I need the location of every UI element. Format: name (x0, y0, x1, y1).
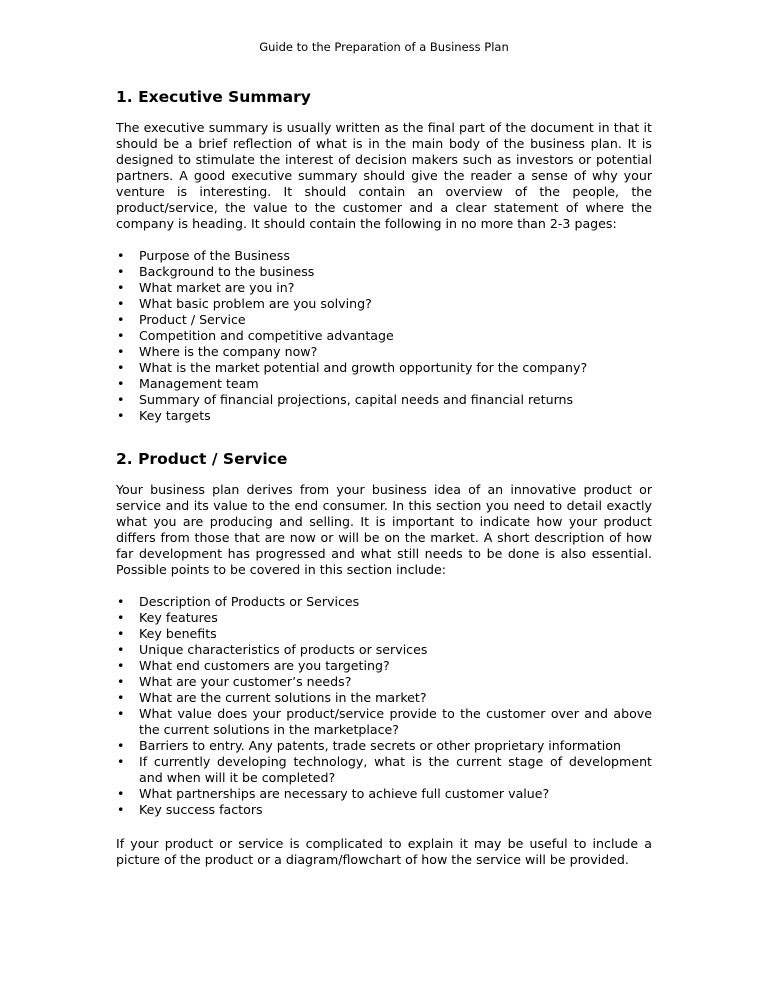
list-item: • If currently developing technology, what is the current stage of development and when will it be completed? (116, 754, 652, 786)
closing-paragraph: If your product or service is complicated to explain it may be useful to include a picture of the product or a diagram/flowchart of how the service will be provided. (116, 836, 652, 867)
bullet-list (116, 248, 652, 424)
list-item: • Key success factors (116, 802, 652, 818)
list-item: • What basic problem are you solving? (116, 296, 652, 312)
list-item: • Unique characteristics of products or services (116, 642, 652, 658)
list-item: • What market are you in? (116, 280, 652, 296)
list-item: • Key targets (116, 408, 652, 424)
list-item: • Description of Products or Services (116, 594, 652, 610)
list-item: • Purpose of the Business (116, 248, 652, 264)
list-item: • What partnerships are necessary to achieve full customer value? (116, 786, 652, 802)
list-item: • Key benefits (116, 626, 652, 642)
list-item: • Where is the company now? (116, 344, 652, 360)
section-paragraph: Your business plan derives from your business idea of an innovative product or service and its value to the end consumer. In this section you need to detail exactly what you are producing and selling. It is important to indicate how your product differs from those that are now or will be on the market. A short description of how far development has progressed and what still needs to be done is also essential. Possible points to be covered in this section include: (116, 482, 652, 577)
list-item: • What are the current solutions in the market? (116, 690, 652, 706)
running-header: Guide to the Preparation of a Business Plan (259, 40, 509, 54)
list-item: • Management team (116, 376, 652, 392)
list-item: • What end customers are you targeting? (116, 658, 652, 674)
section-product-service (116, 450, 652, 868)
list-item: • What is the market potential and growth opportunity for the company? (116, 360, 652, 376)
list-item: • What value does your product/service provide to the customer over and above the current solutions in the marketplace? (116, 706, 652, 738)
list-item: • Barriers to entry. Any patents, trade secrets or other proprietary information (116, 738, 652, 754)
list-item: • Product / Service (116, 312, 652, 328)
list-item: • Competition and competitive advantage (116, 328, 652, 344)
section-paragraph: The executive summary is usually written as the final part of the document in that it should be a brief reflection of what is in the main body of the business plan. It is designed to stimulate the interest of decision makers such as investors or potential partners. A good executive summary should give the reader a sense of why your venture is interesting. It should contain an overview of the people, the product/service, the value to the customer and a clear statement of where the company is heading. It should contain the following in no more than 2-3 pages: (116, 120, 652, 231)
list-item: • What are your customer’s needs? (116, 674, 652, 690)
section-executive-summary (116, 88, 652, 424)
list-item: • Key features (116, 610, 652, 626)
list-item: • Background to the business (116, 264, 652, 280)
bullet-list (116, 594, 652, 818)
list-item: • Summary of financial projections, capital needs and financial returns (116, 392, 652, 408)
section-heading: 2. Product / Service (116, 450, 288, 468)
section-heading: 1. Executive Summary (116, 88, 311, 106)
